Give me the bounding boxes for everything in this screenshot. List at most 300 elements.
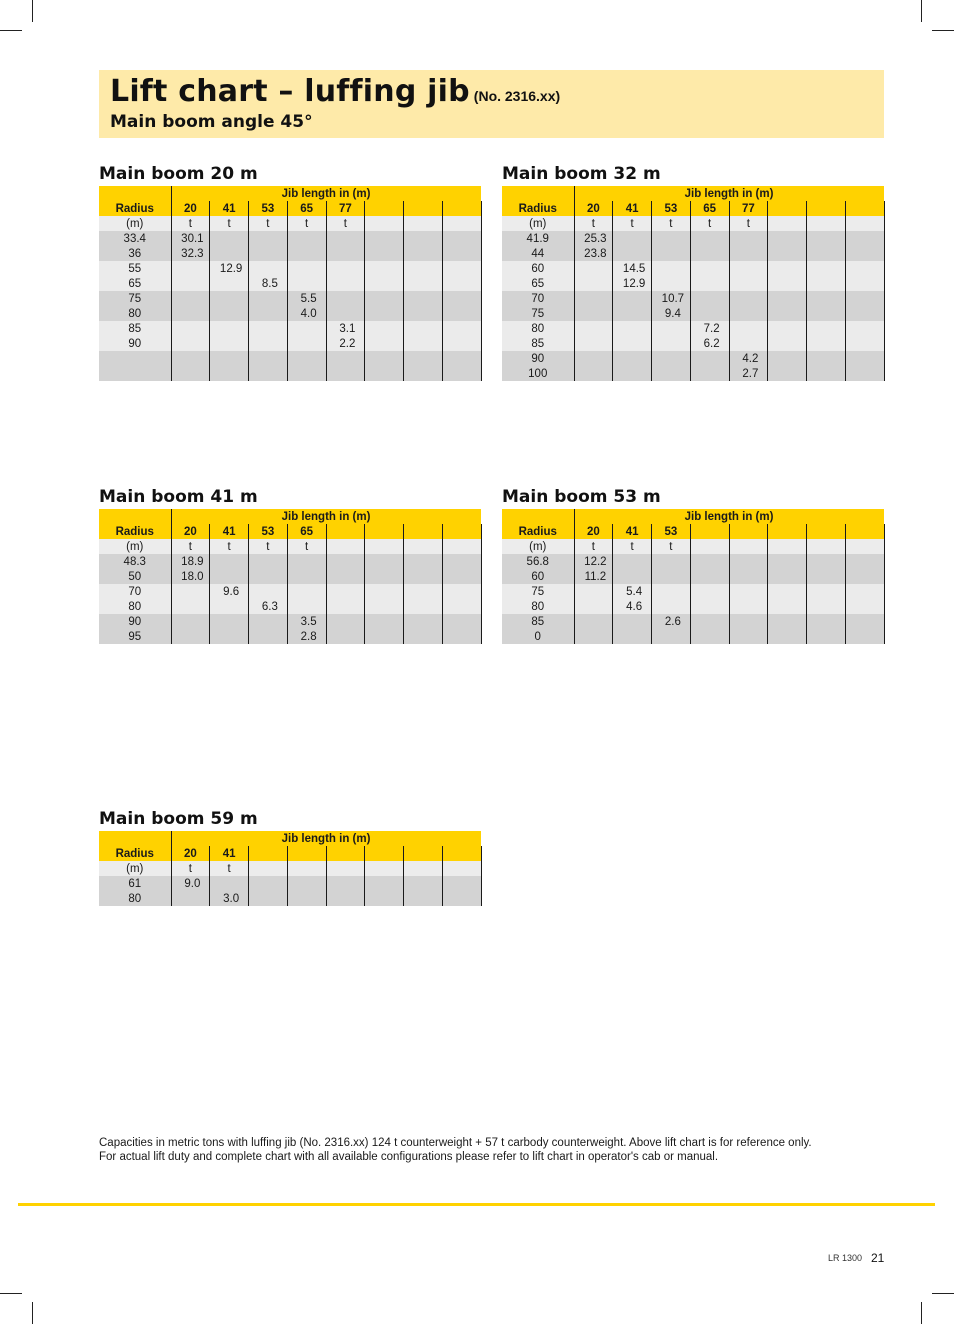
radius-unit: (m) [502,539,574,554]
ton-unit [404,539,443,554]
capacity-cell [249,876,288,891]
capacity-cell [652,231,691,246]
capacity-cell [365,366,404,381]
table-row [502,599,884,614]
jib-length-header [326,846,365,861]
capacity-cell [652,261,691,276]
table-row [99,351,481,366]
capacity-cell [210,599,249,614]
capacity-cell [171,261,210,276]
chart-title: Main boom 53 m [502,487,661,507]
ton-unit [404,216,443,231]
capacity-cell [845,276,884,291]
chart-block-boom-59 [99,809,481,906]
capacity-cell [690,276,729,291]
capacity-cell [652,351,691,366]
lift-chart-table [99,831,482,906]
capacity-cell [249,891,288,906]
capacity-cell [729,599,768,614]
jib-length-header: 77 [326,201,365,216]
ton-unit: t [729,216,768,231]
jib-length-header [287,846,326,861]
capacity-cell [807,599,846,614]
capacity-cell [652,569,691,584]
capacity-cell [729,629,768,644]
capacity-cell [690,231,729,246]
crop-mark [921,0,922,22]
capacity-cell [845,599,884,614]
crop-mark [932,1293,954,1294]
radius-cell: 80 [502,321,574,336]
table-row [502,351,884,366]
jib-length-header [729,524,768,539]
capacity-cell [768,261,807,276]
table-row [99,891,481,906]
column-header-row [99,846,481,861]
table-row [502,231,884,246]
ton-unit [807,539,846,554]
chart-block-boom-53 [502,487,884,644]
ton-unit: t [210,216,249,231]
radius-cell: 60 [502,261,574,276]
jib-length-header [404,846,443,861]
capacity-cell [326,261,365,276]
radius-cell: 61 [99,876,171,891]
capacity-cell [729,291,768,306]
capacity-cell [613,231,652,246]
capacity-cell [365,876,404,891]
capacity-cell [574,366,613,381]
capacity-cell [171,614,210,629]
capacity-cell: 12.9 [210,261,249,276]
column-header-row [99,524,481,539]
capacity-cell [365,231,404,246]
ton-unit: t [249,539,288,554]
capacity-cell [326,891,365,906]
radius-cell: 85 [502,614,574,629]
capacity-cell [365,351,404,366]
capacity-cell [287,569,326,584]
jib-length-header: 77 [729,201,768,216]
capacity-cell [287,246,326,261]
capacity-cell [287,231,326,246]
jib-length-label: Jib length in (m) [171,186,481,201]
capacity-cell [442,569,481,584]
table-row [99,246,481,261]
column-header-row [99,201,481,216]
capacity-cell [404,306,443,321]
radius-cell: 90 [99,614,171,629]
table-row [502,554,884,569]
capacity-cell [768,351,807,366]
capacity-cell [287,351,326,366]
capacity-cell [442,321,481,336]
table-row [99,261,481,276]
crop-mark [921,1302,922,1324]
jib-length-header [690,524,729,539]
capacity-cell [287,276,326,291]
ton-unit [442,539,481,554]
capacity-cell [365,291,404,306]
capacity-cell [171,306,210,321]
table-row [502,629,884,644]
capacity-cell [768,629,807,644]
jib-length-header: 41 [210,201,249,216]
capacity-cell [404,336,443,351]
jib-length-header: 20 [171,524,210,539]
capacity-cell [326,584,365,599]
chart-title: Main boom 59 m [99,809,258,829]
capacity-cell [210,614,249,629]
capacity-cell [287,876,326,891]
crop-mark [932,30,954,31]
ton-unit: t [171,216,210,231]
capacity-cell: 10.7 [652,291,691,306]
crop-mark [32,0,33,22]
capacity-cell [845,366,884,381]
capacity-cell [690,614,729,629]
capacity-cell [210,291,249,306]
capacity-cell [171,891,210,906]
capacity-cell [729,306,768,321]
capacity-cell: 18.9 [171,554,210,569]
capacity-cell [807,231,846,246]
ton-unit: t [171,861,210,876]
capacity-cell [249,614,288,629]
capacity-cell [210,276,249,291]
table-row [502,306,884,321]
table-corner-cell [502,509,574,524]
capacity-cell [442,261,481,276]
capacity-cell [613,306,652,321]
capacity-cell [326,306,365,321]
capacity-cell [404,276,443,291]
capacity-cell [768,554,807,569]
radius-unit: (m) [99,861,171,876]
capacity-cell [442,351,481,366]
jib-length-header: 53 [249,524,288,539]
crop-mark [0,30,22,31]
capacity-cell [652,276,691,291]
page-subtitle: Main boom angle 45° [110,112,313,132]
jib-length-header [768,201,807,216]
ton-unit: t [171,539,210,554]
units-row [502,539,884,554]
table-row [99,366,481,381]
capacity-cell [729,584,768,599]
capacity-cell [404,891,443,906]
jib-length-row [99,509,481,524]
jib-length-header [845,524,884,539]
capacity-cell [287,584,326,599]
jib-length-header: 53 [249,201,288,216]
capacity-cell [171,599,210,614]
capacity-cell [690,351,729,366]
jib-length-header [442,524,481,539]
jib-length-header: 41 [613,201,652,216]
radius-cell: 80 [502,599,574,614]
capacity-cell [365,261,404,276]
capacity-cell: 7.2 [690,321,729,336]
capacity-cell [729,276,768,291]
capacity-cell [404,321,443,336]
ton-unit: t [210,861,249,876]
capacity-cell [613,569,652,584]
capacity-cell [365,569,404,584]
jib-length-header: 41 [210,846,249,861]
capacity-cell [249,554,288,569]
capacity-cell [845,584,884,599]
radius-cell: 75 [99,291,171,306]
capacity-cell [574,291,613,306]
jib-length-row [502,186,884,201]
radius-header: Radius [99,524,171,539]
capacity-cell [845,291,884,306]
capacity-cell [326,351,365,366]
radius-cell: 33.4 [99,231,171,246]
capacity-cell [690,554,729,569]
capacity-cell: 9.6 [210,584,249,599]
ton-unit: t [574,539,613,554]
radius-cell: 75 [502,584,574,599]
radius-unit: (m) [99,216,171,231]
capacity-cell [729,261,768,276]
capacity-cell: 5.5 [287,291,326,306]
capacity-cell [613,321,652,336]
jib-length-label: Jib length in (m) [171,509,481,524]
capacity-cell [287,366,326,381]
ton-unit: t [652,539,691,554]
capacity-cell: 2.2 [326,336,365,351]
table-row [502,321,884,336]
jib-length-header [442,201,481,216]
capacity-cell [613,351,652,366]
radius-cell: 85 [99,321,171,336]
page-number: 21 [871,1251,885,1265]
capacity-cell [442,584,481,599]
table-row [99,291,481,306]
ton-unit: t [326,216,365,231]
ton-unit: t [287,539,326,554]
capacity-cell [613,246,652,261]
table-row [99,569,481,584]
capacity-cell [442,231,481,246]
capacity-cell [171,584,210,599]
capacity-cell: 12.9 [613,276,652,291]
capacity-cell [574,276,613,291]
capacity-cell [365,584,404,599]
capacity-cell [365,336,404,351]
capacity-cell: 25.3 [574,231,613,246]
radius-cell: 50 [99,569,171,584]
capacity-cell [404,246,443,261]
lift-chart-table [99,509,482,644]
table-row [502,584,884,599]
capacity-cell [249,336,288,351]
capacity-cell [171,629,210,644]
capacity-cell [729,554,768,569]
footnote-line-1: Capacities in metric tons with luffing jib (No. 2316.xx) 124 t counterweight + 57 t carbody counterweight. Above lift chart is for reference only. [99,1137,812,1149]
capacity-cell [807,351,846,366]
ton-unit: t [690,216,729,231]
capacity-cell [652,554,691,569]
column-header-row [502,524,884,539]
chart-block-boom-32 [502,164,884,381]
capacity-cell [287,261,326,276]
capacity-cell [690,569,729,584]
ton-unit [845,216,884,231]
jib-length-header: 53 [652,524,691,539]
capacity-cell [249,261,288,276]
capacity-cell [845,306,884,321]
capacity-cell [807,336,846,351]
capacity-cell [404,366,443,381]
capacity-cell [845,554,884,569]
table-corner-cell [99,186,171,201]
radius-cell: 90 [99,336,171,351]
capacity-cell: 18.0 [171,569,210,584]
radius-cell: 75 [502,306,574,321]
footnote-line-2: For actual lift duty and complete chart with all available configurations please refer to lift chart in operator's cab or manual. [99,1150,719,1163]
ton-unit [442,216,481,231]
page-title [110,74,560,109]
capacity-cell: 5.4 [613,584,652,599]
capacity-cell [326,629,365,644]
capacity-cell [171,291,210,306]
ton-unit [365,216,404,231]
capacity-cell [404,584,443,599]
capacity-cell [249,321,288,336]
capacity-cell [365,891,404,906]
jib-length-header [404,524,443,539]
capacity-cell [365,614,404,629]
capacity-cell [326,231,365,246]
capacity-cell [613,554,652,569]
radius-header: Radius [99,846,171,861]
capacity-cell [807,261,846,276]
capacity-cell [442,629,481,644]
capacity-cell [404,876,443,891]
capacity-cell [574,584,613,599]
radius-cell: 80 [99,891,171,906]
capacity-cell [652,336,691,351]
capacity-cell [442,276,481,291]
table-row [99,336,481,351]
capacity-cell [210,366,249,381]
capacity-cell [404,351,443,366]
capacity-cell [768,569,807,584]
capacity-cell [845,351,884,366]
capacity-cell [249,584,288,599]
capacity-cell [210,554,249,569]
capacity-cell [690,261,729,276]
capacity-cell [807,306,846,321]
capacity-cell [768,366,807,381]
capacity-cell [845,629,884,644]
capacity-cell [845,569,884,584]
ton-unit [442,861,481,876]
capacity-cell [574,599,613,614]
capacity-cell [249,291,288,306]
capacity-cell [574,614,613,629]
capacity-cell [768,584,807,599]
capacity-cell [690,246,729,261]
capacity-cell [442,554,481,569]
ton-unit: t [652,216,691,231]
capacity-cell [652,629,691,644]
jib-length-header: 65 [287,201,326,216]
capacity-cell: 2.6 [652,614,691,629]
table-row [502,276,884,291]
capacity-cell [171,366,210,381]
capacity-cell [574,351,613,366]
capacity-cell [442,891,481,906]
radius-cell: 60 [502,569,574,584]
radius-cell: 55 [99,261,171,276]
chart-title: Main boom 32 m [502,164,661,184]
capacity-cell [845,261,884,276]
table-row [99,231,481,246]
capacity-cell [249,569,288,584]
capacity-cell [365,276,404,291]
capacity-cell [365,599,404,614]
radius-cell: 65 [502,276,574,291]
jib-length-header [365,846,404,861]
chart-block-boom-20 [99,164,481,381]
capacity-cell [365,321,404,336]
radius-unit: (m) [502,216,574,231]
capacity-cell [652,321,691,336]
radius-cell: 0 [502,629,574,644]
capacity-cell [690,306,729,321]
capacity-cell [807,629,846,644]
capacity-cell [807,246,846,261]
lift-chart-table [99,186,482,381]
capacity-cell [404,629,443,644]
capacity-cell [326,246,365,261]
capacity-cell: 14.5 [613,261,652,276]
capacity-cell [210,306,249,321]
capacity-cell [807,614,846,629]
ton-unit: t [574,216,613,231]
capacity-cell [404,554,443,569]
radius-cell: 70 [99,584,171,599]
jib-length-header [365,201,404,216]
table-row [502,366,884,381]
capacity-cell: 3.0 [210,891,249,906]
table-row [99,554,481,569]
capacity-cell [652,366,691,381]
capacity-cell [690,366,729,381]
capacity-cell: 6.2 [690,336,729,351]
capacity-cell [768,599,807,614]
capacity-cell: 11.2 [574,569,613,584]
radius-cell: 65 [99,276,171,291]
column-header-row [502,201,884,216]
capacity-cell [249,629,288,644]
radius-cell: 56.8 [502,554,574,569]
jib-length-row [502,509,884,524]
chart-block-boom-41 [99,487,481,644]
radius-header: Radius [502,201,574,216]
table-row [99,629,481,644]
capacity-cell [210,629,249,644]
table-row [99,584,481,599]
capacity-cell [210,321,249,336]
jib-length-header [442,846,481,861]
capacity-cell: 6.3 [249,599,288,614]
radius-cell: 80 [99,306,171,321]
